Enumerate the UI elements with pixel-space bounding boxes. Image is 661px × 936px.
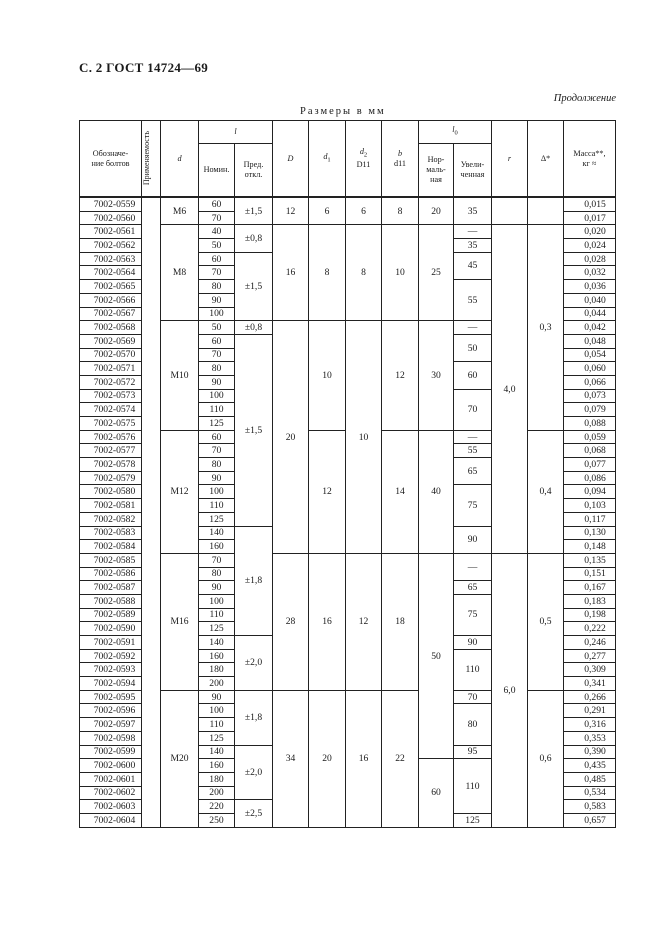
cell-mass: 0,657: [564, 813, 616, 827]
cell-mass: 0,277: [564, 649, 616, 663]
cell-designation: 7002-0564: [80, 266, 142, 280]
cell-mass: 0,266: [564, 690, 616, 704]
cell-r: 6,0: [492, 553, 528, 827]
cell-l0-increased: —: [454, 225, 492, 239]
cell-r: [492, 197, 528, 225]
cell-l: 40: [199, 225, 235, 239]
table-body: [80, 197, 616, 827]
cell-D: 16: [273, 225, 309, 321]
cell-l: 160: [199, 540, 235, 554]
cell-l: 60: [199, 430, 235, 444]
cell-l0-increased: 70: [454, 690, 492, 704]
header-d1: $d_1$: [309, 121, 346, 198]
cell-b: 22: [382, 690, 419, 827]
cell-mass: 0,020: [564, 225, 616, 239]
cell-d1: 16: [309, 553, 346, 690]
cell-l0-normal: 30: [419, 321, 454, 431]
header-d2: $d_2$ D11: [346, 121, 382, 198]
cell-l0-increased: 90: [454, 636, 492, 650]
cell-d2: 8: [346, 225, 382, 321]
cell-l-dev: ±0,8: [235, 321, 273, 335]
cell-mass: 0,060: [564, 362, 616, 376]
cell-l0-normal: 20: [419, 197, 454, 225]
cell-designation: 7002-0584: [80, 540, 142, 554]
cell-mass: 0,068: [564, 444, 616, 458]
cell-mass: 0,198: [564, 608, 616, 622]
table-row: [80, 690, 616, 704]
cell-mass: 0,309: [564, 663, 616, 677]
cell-l0-increased: 50: [454, 334, 492, 361]
cell-delta: [528, 197, 564, 225]
cell-l: 180: [199, 772, 235, 786]
cell-designation: 7002-0570: [80, 348, 142, 362]
cell-designation: 7002-0586: [80, 567, 142, 581]
cell-l0-increased: 55: [454, 444, 492, 458]
header-D: D: [273, 121, 309, 198]
cell-d2: 10: [346, 321, 382, 554]
cell-mass: 0,148: [564, 540, 616, 554]
cell-mass: 0,117: [564, 512, 616, 526]
cell-l0-normal: 60: [419, 759, 454, 827]
cell-mass: 0,103: [564, 499, 616, 513]
cell-l-dev: ±1,8: [235, 526, 273, 636]
cell-mass: 0,222: [564, 622, 616, 636]
cell-b: 8: [382, 197, 419, 225]
cell-designation: 7002-0568: [80, 321, 142, 335]
bolt-dimensions-table: [79, 120, 616, 828]
cell-mass: 0,135: [564, 553, 616, 567]
cell-mass: 0,534: [564, 786, 616, 800]
cell-mass: 0,291: [564, 704, 616, 718]
cell-l: 125: [199, 622, 235, 636]
cell-l-dev: ±1,5: [235, 252, 273, 320]
cell-delta: 0,4: [528, 430, 564, 553]
cell-designation: 7002-0560: [80, 211, 142, 225]
cell-l: 60: [199, 197, 235, 211]
cell-designation: 7002-0571: [80, 362, 142, 376]
cell-mass: 0,167: [564, 581, 616, 595]
cell-l0-increased: 55: [454, 280, 492, 321]
cell-l: 90: [199, 293, 235, 307]
cell-d2: 16: [346, 690, 382, 827]
cell-l0-increased: 110: [454, 649, 492, 690]
cell-designation: 7002-0579: [80, 471, 142, 485]
cell-mass: 0,353: [564, 731, 616, 745]
cell-l: 90: [199, 471, 235, 485]
cell-designation: 7002-0592: [80, 649, 142, 663]
cell-l-dev: ±1,5: [235, 334, 273, 526]
cell-l: 70: [199, 211, 235, 225]
header-l0-increased: Увели- ченная: [454, 144, 492, 198]
cell-l: 250: [199, 813, 235, 827]
cell-designation: 7002-0594: [80, 677, 142, 691]
cell-l: 60: [199, 252, 235, 266]
cell-designation: 7002-0593: [80, 663, 142, 677]
cell-d: M20: [161, 690, 199, 827]
cell-d1: 8: [309, 225, 346, 321]
cell-l: 90: [199, 581, 235, 595]
cell-r: 4,0: [492, 225, 528, 554]
cell-l0-increased: 70: [454, 389, 492, 430]
cell-l: 100: [199, 485, 235, 499]
cell-d: M12: [161, 430, 199, 553]
cell-designation: 7002-0589: [80, 608, 142, 622]
cell-mass: 0,077: [564, 458, 616, 472]
cell-d1: 6: [309, 197, 346, 225]
cell-delta: 0,3: [528, 225, 564, 430]
cell-mass: 0,024: [564, 239, 616, 253]
cell-l: 50: [199, 321, 235, 335]
cell-l0-increased: 60: [454, 362, 492, 389]
cell-l0-increased: —: [454, 553, 492, 580]
cell-l: 100: [199, 307, 235, 321]
cell-l: 180: [199, 663, 235, 677]
table-row: [80, 225, 616, 239]
cell-mass: 0,054: [564, 348, 616, 362]
cell-designation: 7002-0582: [80, 512, 142, 526]
cell-designation: 7002-0563: [80, 252, 142, 266]
cell-designation: 7002-0578: [80, 458, 142, 472]
cell-mass: 0,040: [564, 293, 616, 307]
cell-mass: 0,048: [564, 334, 616, 348]
cell-b: 18: [382, 553, 419, 690]
cell-l: 80: [199, 362, 235, 376]
header-designation: Обозначе- ние болтов: [80, 121, 142, 198]
header-l-nominal: Номин.: [199, 144, 235, 198]
cell-mass: 0,086: [564, 471, 616, 485]
cell-d2: 6: [346, 197, 382, 225]
cell-l: 80: [199, 458, 235, 472]
cell-designation: 7002-0590: [80, 622, 142, 636]
cell-l0-normal: 25: [419, 225, 454, 321]
cell-designation: 7002-0575: [80, 417, 142, 431]
cell-l: 140: [199, 745, 235, 759]
cell-mass: 0,485: [564, 772, 616, 786]
cell-d1: 10: [309, 321, 346, 431]
cell-l0-increased: 35: [454, 197, 492, 225]
cell-l0-increased: —: [454, 321, 492, 335]
cell-d2: 12: [346, 553, 382, 690]
cell-b: 10: [382, 225, 419, 321]
cell-mass: 0,183: [564, 594, 616, 608]
cell-l: 100: [199, 389, 235, 403]
cell-d1: 12: [309, 430, 346, 553]
cell-l: 50: [199, 239, 235, 253]
cell-l0-increased: 75: [454, 594, 492, 635]
header-l0: $l_0$: [419, 121, 492, 144]
cell-designation: 7002-0603: [80, 800, 142, 814]
cell-l: 90: [199, 375, 235, 389]
cell-designation: 7002-0580: [80, 485, 142, 499]
cell-mass: 0,032: [564, 266, 616, 280]
cell-mass: 0,435: [564, 759, 616, 773]
cell-l: 125: [199, 731, 235, 745]
cell-designation: 7002-0596: [80, 704, 142, 718]
cell-designation: 7002-0598: [80, 731, 142, 745]
cell-b: 14: [382, 430, 419, 553]
cell-l: 140: [199, 526, 235, 540]
cell-l: 110: [199, 403, 235, 417]
cell-designation: 7002-0583: [80, 526, 142, 540]
cell-l: 200: [199, 786, 235, 800]
cell-d: M10: [161, 321, 199, 431]
cell-mass: 0,017: [564, 211, 616, 225]
cell-designation: 7002-0567: [80, 307, 142, 321]
table-row: [80, 553, 616, 567]
cell-D: 28: [273, 553, 309, 690]
cell-designation: 7002-0566: [80, 293, 142, 307]
cell-designation: 7002-0559: [80, 197, 142, 211]
cell-designation: 7002-0569: [80, 334, 142, 348]
cell-l: 160: [199, 649, 235, 663]
cell-mass: 0,066: [564, 375, 616, 389]
header-l0-normal: Нор- маль- ная: [419, 144, 454, 198]
cell-mass: 0,042: [564, 321, 616, 335]
header-r: r: [492, 121, 528, 198]
cell-l: 70: [199, 553, 235, 567]
cell-designation: 7002-0574: [80, 403, 142, 417]
cell-l0-increased: 80: [454, 704, 492, 745]
cell-l0-increased: 65: [454, 581, 492, 595]
cell-designation: 7002-0577: [80, 444, 142, 458]
cell-designation: 7002-0576: [80, 430, 142, 444]
cell-mass: 0,583: [564, 800, 616, 814]
cell-l: 110: [199, 499, 235, 513]
cell-l: 140: [199, 636, 235, 650]
cell-d: M8: [161, 225, 199, 321]
cell-l: 100: [199, 704, 235, 718]
cell-designation: 7002-0599: [80, 745, 142, 759]
cell-designation: 7002-0601: [80, 772, 142, 786]
cell-designation: 7002-0581: [80, 499, 142, 513]
cell-l: 80: [199, 567, 235, 581]
dimensions-caption: Размеры в мм: [300, 106, 386, 117]
cell-D: 20: [273, 321, 309, 554]
cell-delta: 0,5: [528, 553, 564, 690]
cell-designation: 7002-0587: [80, 581, 142, 595]
cell-mass: 0,316: [564, 718, 616, 732]
cell-d: M16: [161, 553, 199, 690]
cell-mass: 0,151: [564, 567, 616, 581]
cell-mass: 0,341: [564, 677, 616, 691]
header-d: d: [161, 121, 199, 198]
cell-designation: 7002-0600: [80, 759, 142, 773]
cell-l: 125: [199, 417, 235, 431]
cell-mass: 0,044: [564, 307, 616, 321]
cell-l0-increased: 110: [454, 759, 492, 814]
cell-l-dev: ±0,8: [235, 225, 273, 252]
cell-l-dev: ±1,8: [235, 690, 273, 745]
cell-mass: 0,015: [564, 197, 616, 211]
header-applicability: Применяемость: [142, 121, 161, 198]
cell-designation: 7002-0573: [80, 389, 142, 403]
cell-l: 100: [199, 594, 235, 608]
cell-designation: 7002-0602: [80, 786, 142, 800]
cell-l: 70: [199, 444, 235, 458]
cell-designation: 7002-0562: [80, 239, 142, 253]
cell-l0-increased: 35: [454, 239, 492, 253]
cell-l0-normal: 50: [419, 553, 454, 758]
continuation-label: Продолжение: [553, 93, 616, 104]
cell-mass: 0,079: [564, 403, 616, 417]
cell-l: 90: [199, 690, 235, 704]
cell-l: 110: [199, 608, 235, 622]
header-l: l: [199, 121, 273, 144]
cell-applicability: [142, 197, 161, 827]
cell-D: 34: [273, 690, 309, 827]
cell-l: 70: [199, 266, 235, 280]
cell-designation: 7002-0604: [80, 813, 142, 827]
cell-delta: 0,6: [528, 690, 564, 827]
header-l-deviation: Пред. откл.: [235, 144, 273, 198]
cell-l0-increased: 45: [454, 252, 492, 279]
cell-l0-increased: 65: [454, 458, 492, 485]
cell-d1: 20: [309, 690, 346, 827]
cell-mass: 0,390: [564, 745, 616, 759]
cell-l: 70: [199, 348, 235, 362]
cell-mass: 0,088: [564, 417, 616, 431]
cell-designation: 7002-0595: [80, 690, 142, 704]
cell-l0-increased: 75: [454, 485, 492, 526]
cell-l0-increased: 90: [454, 526, 492, 553]
cell-mass: 0,094: [564, 485, 616, 499]
cell-designation: 7002-0561: [80, 225, 142, 239]
cell-b: 12: [382, 321, 419, 431]
cell-l-dev: ±2,5: [235, 800, 273, 827]
cell-l: 110: [199, 718, 235, 732]
cell-l-dev: ±1,5: [235, 197, 273, 225]
header-delta: Δ*: [528, 121, 564, 198]
cell-l: 125: [199, 512, 235, 526]
cell-mass: 0,246: [564, 636, 616, 650]
cell-l0-normal: 40: [419, 430, 454, 553]
header-mass: Масса**, кг ≈: [564, 121, 616, 198]
cell-l: 200: [199, 677, 235, 691]
header-b: b d11: [382, 121, 419, 198]
cell-D: 12: [273, 197, 309, 225]
cell-mass: 0,130: [564, 526, 616, 540]
cell-l0-increased: 95: [454, 745, 492, 759]
cell-designation: 7002-0565: [80, 280, 142, 294]
cell-mass: 0,036: [564, 280, 616, 294]
cell-designation: 7002-0585: [80, 553, 142, 567]
cell-designation: 7002-0572: [80, 375, 142, 389]
cell-l0-increased: —: [454, 430, 492, 444]
cell-l: 160: [199, 759, 235, 773]
cell-l-dev: ±2,0: [235, 636, 273, 691]
cell-l-dev: ±2,0: [235, 745, 273, 800]
cell-mass: 0,059: [564, 430, 616, 444]
cell-d: M6: [161, 197, 199, 225]
cell-mass: 0,028: [564, 252, 616, 266]
cell-l: 80: [199, 280, 235, 294]
cell-l0-increased: 125: [454, 813, 492, 827]
cell-l: 220: [199, 800, 235, 814]
cell-designation: 7002-0591: [80, 636, 142, 650]
cell-l: 60: [199, 334, 235, 348]
cell-mass: 0,073: [564, 389, 616, 403]
cell-designation: 7002-0597: [80, 718, 142, 732]
table-row: [80, 197, 616, 211]
page-title: С. 2 ГОСТ 14724—69: [79, 60, 209, 75]
cell-designation: 7002-0588: [80, 594, 142, 608]
